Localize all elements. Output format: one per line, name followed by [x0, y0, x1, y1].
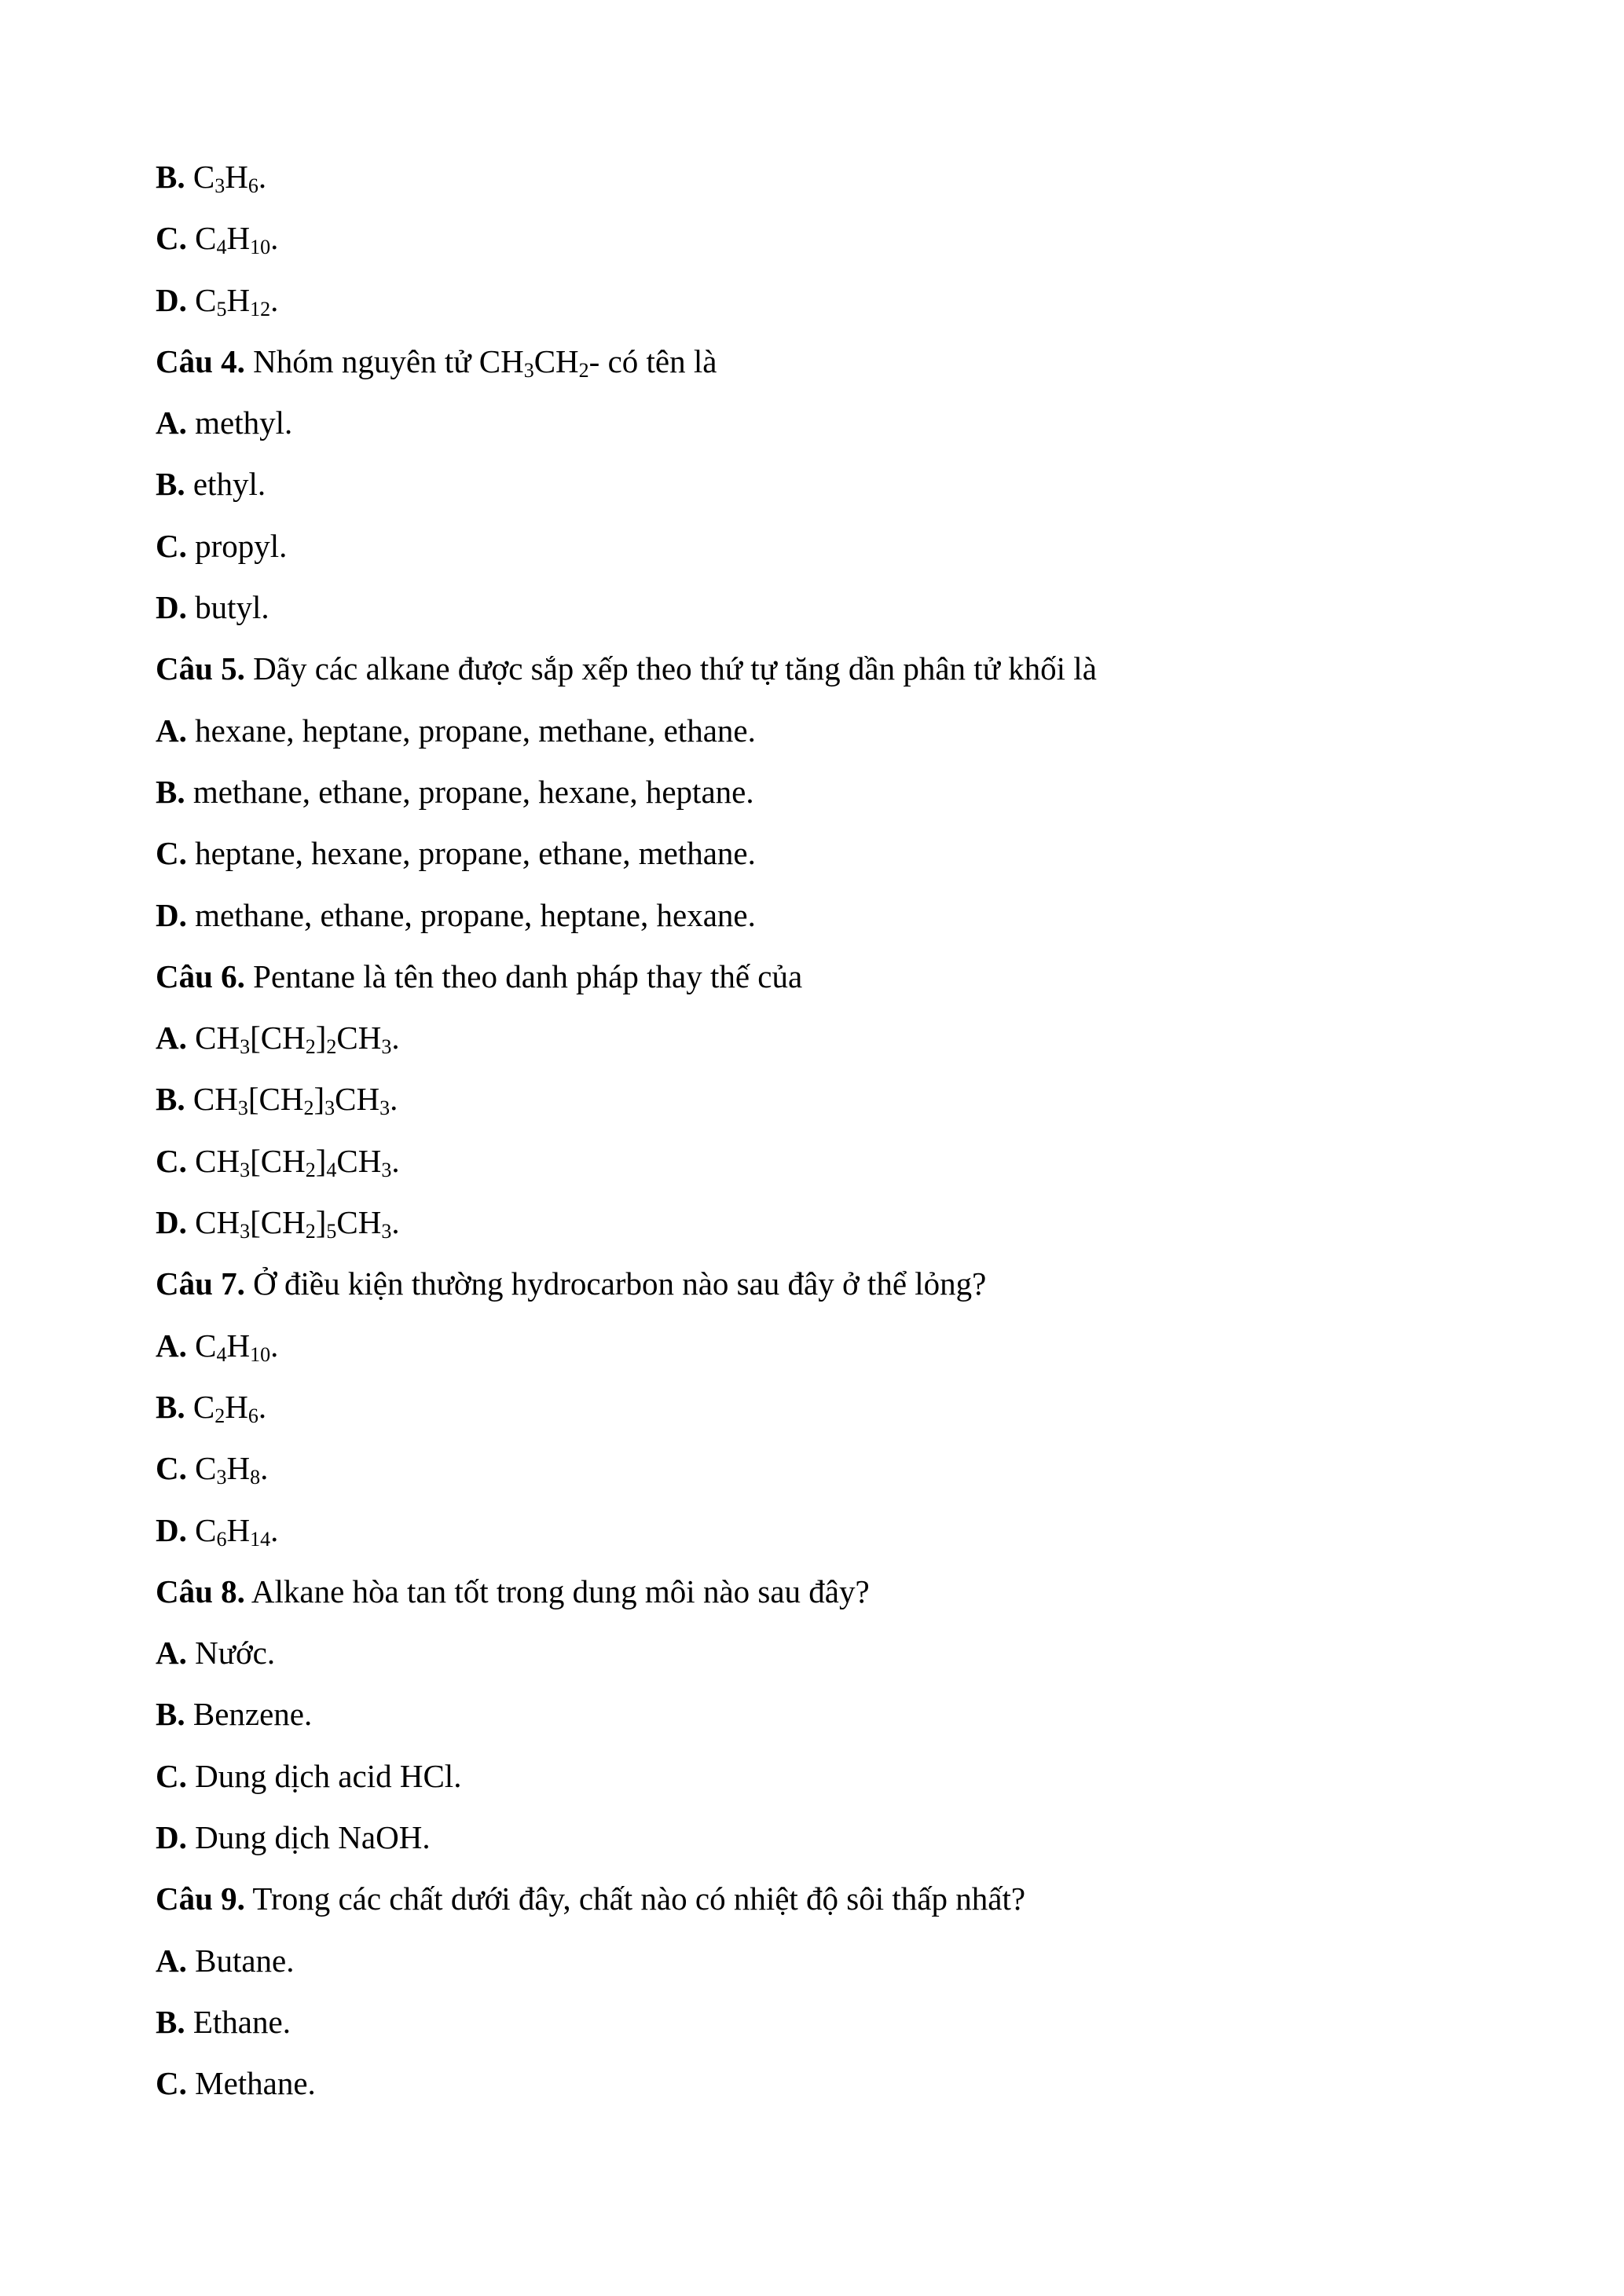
question-line: [156, 946, 1491, 1007]
option-text: C: [186, 220, 217, 257]
question-line: [156, 1868, 1491, 1929]
option-text: ]: [315, 1142, 327, 1179]
subscript-text: 8: [250, 1466, 261, 1489]
question-number: Câu 9.: [156, 1880, 245, 1917]
option-letter: B.: [156, 2003, 185, 2040]
option-letter: C.: [156, 220, 187, 257]
option-letter: D.: [156, 589, 187, 626]
answer-option-line: [156, 2052, 1491, 2114]
subscript-text: 4: [216, 1342, 227, 1366]
option-text: Butane.: [186, 1942, 295, 1979]
question-line: [156, 638, 1491, 699]
option-letter: C.: [156, 2065, 187, 2102]
option-text: .: [391, 1020, 400, 1056]
option-letter: D.: [156, 896, 187, 933]
option-text: H: [226, 1450, 251, 1487]
question-text: Dãy các alkane được sắp xếp theo thứ tự tăng dần phân tử khối là: [244, 650, 1097, 687]
option-text: CH: [186, 1020, 240, 1056]
option-letter: D.: [156, 1511, 187, 1548]
question-line: [156, 331, 1491, 392]
option-text: .: [260, 1450, 269, 1487]
answer-option-line: [156, 1500, 1491, 1561]
option-text: H: [226, 1511, 251, 1548]
answer-option-line: [156, 1192, 1491, 1253]
option-letter: D.: [156, 281, 187, 318]
option-text: methane, ethane, propane, hexane, heptane.: [185, 773, 754, 810]
question-number: Câu 5.: [156, 650, 245, 687]
option-text: C: [186, 281, 217, 318]
subscript-text: 2: [303, 1097, 314, 1120]
option-text: CH: [186, 1142, 240, 1179]
subscript-text: 10: [250, 1342, 271, 1366]
option-text: CH: [336, 1142, 382, 1179]
question-number: Câu 7.: [156, 1265, 245, 1302]
option-text: C: [186, 1511, 217, 1548]
option-text: CH: [336, 1020, 382, 1056]
question-text: Alkane hòa tan tốt trong dung môi nào sau đây?: [244, 1573, 870, 1609]
question-line: [156, 1561, 1491, 1622]
subscript-text: 3: [523, 358, 534, 382]
subscript-text: 2: [578, 358, 589, 382]
answer-option-line: [156, 700, 1491, 761]
answer-option-line: [156, 146, 1491, 207]
subscript-text: 3: [240, 1220, 251, 1243]
answer-option-line: [156, 1622, 1491, 1683]
option-text: hexane, heptane, propane, methane, ethane.: [186, 712, 756, 749]
answer-option-line: [156, 577, 1491, 638]
answer-option-line: [156, 822, 1491, 884]
option-text: .: [391, 1204, 400, 1241]
subscript-text: 2: [305, 1220, 316, 1243]
subscript-text: 10: [250, 236, 271, 259]
option-letter: B.: [156, 1081, 185, 1118]
option-letter: C.: [156, 835, 187, 872]
subscript-text: 2: [214, 1404, 225, 1427]
answer-option-line: [156, 1068, 1491, 1130]
subscript-text: 3: [240, 1035, 251, 1059]
option-text: CH: [186, 1204, 240, 1241]
option-text: ethyl.: [185, 466, 266, 503]
option-text: heptane, hexane, propane, ethane, methane.: [186, 835, 756, 872]
option-letter: C.: [156, 1142, 187, 1179]
option-letter: B.: [156, 159, 185, 195]
option-text: Dung dịch NaOH.: [186, 1819, 431, 1856]
subscript-text: 2: [326, 1035, 337, 1059]
option-letter: A.: [156, 1327, 187, 1364]
answer-option-line: [156, 515, 1491, 577]
question-text: Pentane là tên theo danh pháp thay thế của: [244, 958, 803, 994]
subscript-text: 3: [237, 1097, 248, 1120]
answer-option-line: [156, 1683, 1491, 1745]
option-letter: B.: [156, 773, 185, 810]
option-text: .: [390, 1081, 398, 1118]
option-text: Benzene.: [185, 1696, 313, 1733]
subscript-text: 3: [216, 1466, 227, 1489]
subscript-text: 2: [305, 1158, 316, 1181]
option-text: H: [226, 281, 251, 318]
option-text: CH: [185, 1081, 238, 1118]
answer-option-line: [156, 1437, 1491, 1499]
option-text: Methane.: [186, 2065, 316, 2102]
question-number: Câu 8.: [156, 1573, 245, 1609]
option-text: [CH: [247, 1081, 304, 1118]
answer-option-line: [156, 1991, 1491, 2052]
option-text: C: [186, 1327, 217, 1364]
answer-option-line: [156, 1130, 1491, 1192]
option-text: [CH: [250, 1204, 306, 1241]
subscript-text: 6: [247, 1404, 258, 1427]
option-text: [CH: [250, 1142, 306, 1179]
option-text: C: [186, 1450, 217, 1487]
option-text: H: [226, 1327, 251, 1364]
option-text: methane, ethane, propane, heptane, hexane.: [186, 896, 756, 933]
option-text: Nước.: [186, 1635, 276, 1672]
option-text: .: [270, 1327, 279, 1364]
option-letter: C.: [156, 1450, 187, 1487]
subscript-text: 4: [326, 1158, 337, 1181]
option-text: methyl.: [186, 405, 293, 441]
answer-option-line: [156, 1807, 1491, 1868]
subscript-text: 3: [379, 1097, 390, 1120]
question-text: Nhóm nguyên tử CH: [244, 342, 524, 379]
option-text: Dung dịch acid HCl.: [186, 1757, 462, 1794]
option-text: .: [270, 1511, 279, 1548]
option-text: ]: [313, 1081, 325, 1118]
question-number: Câu 6.: [156, 958, 245, 994]
option-text: .: [270, 281, 279, 318]
option-text: .: [258, 1388, 267, 1425]
answer-option-line: [156, 269, 1491, 331]
option-text: CH: [335, 1081, 380, 1118]
option-letter: B.: [156, 1696, 185, 1733]
question-text: Ở điều kiện thường hydrocarbon nào sau đây ở thể lỏng?: [244, 1265, 987, 1302]
subscript-text: 3: [214, 174, 225, 197]
option-text: C: [185, 1388, 215, 1425]
option-text: butyl.: [186, 589, 269, 626]
option-letter: C.: [156, 527, 187, 564]
subscript-text: 3: [381, 1035, 392, 1059]
subscript-text: 6: [247, 174, 258, 197]
option-letter: A.: [156, 1942, 187, 1979]
subscript-text: 5: [216, 297, 227, 320]
question-text: - có tên là: [588, 342, 717, 379]
option-text: propyl.: [186, 527, 288, 564]
answer-option-line: [156, 884, 1491, 946]
answer-option-line: [156, 1745, 1491, 1807]
option-text: ]: [315, 1204, 327, 1241]
option-text: H: [225, 1388, 248, 1425]
subscript-text: 3: [381, 1220, 392, 1243]
answer-option-line: [156, 1315, 1491, 1376]
option-letter: D.: [156, 1819, 187, 1856]
option-text: CH: [336, 1204, 382, 1241]
option-letter: D.: [156, 1204, 187, 1241]
subscript-text: 3: [381, 1158, 392, 1181]
option-text: .: [258, 159, 267, 195]
question-line: [156, 1253, 1491, 1314]
question-text: CH: [533, 342, 579, 379]
answer-option-line: [156, 453, 1491, 514]
option-letter: C.: [156, 1757, 187, 1794]
option-letter: B.: [156, 1388, 185, 1425]
option-text: [CH: [250, 1020, 306, 1056]
subscript-text: 3: [324, 1097, 335, 1120]
option-text: Ethane.: [185, 2003, 291, 2040]
subscript-text: 4: [216, 236, 227, 259]
option-text: .: [270, 220, 279, 257]
answer-option-line: [156, 1930, 1491, 1991]
answer-option-line: [156, 392, 1491, 453]
document-page: [156, 146, 1491, 2115]
subscript-text: 6: [216, 1527, 227, 1551]
option-text: H: [225, 159, 248, 195]
answer-option-line: [156, 761, 1491, 822]
subscript-text: 12: [250, 297, 271, 320]
question-text: Trong các chất dưới đây, chất nào có nhiệt độ sôi thấp nhất?: [244, 1880, 1026, 1917]
option-text: C: [185, 159, 215, 195]
answer-option-line: [156, 207, 1491, 269]
subscript-text: 2: [305, 1035, 316, 1059]
subscript-text: 3: [240, 1158, 251, 1181]
option-letter: A.: [156, 405, 187, 441]
option-text: H: [226, 220, 251, 257]
option-text: ]: [315, 1020, 327, 1056]
answer-option-line: [156, 1007, 1491, 1068]
option-letter: A.: [156, 1020, 187, 1056]
option-text: .: [391, 1142, 400, 1179]
question-number: Câu 4.: [156, 342, 245, 379]
subscript-text: 14: [250, 1527, 271, 1551]
option-letter: A.: [156, 1635, 187, 1672]
answer-option-line: [156, 1376, 1491, 1437]
option-letter: B.: [156, 466, 185, 503]
option-letter: A.: [156, 712, 187, 749]
subscript-text: 5: [326, 1220, 337, 1243]
